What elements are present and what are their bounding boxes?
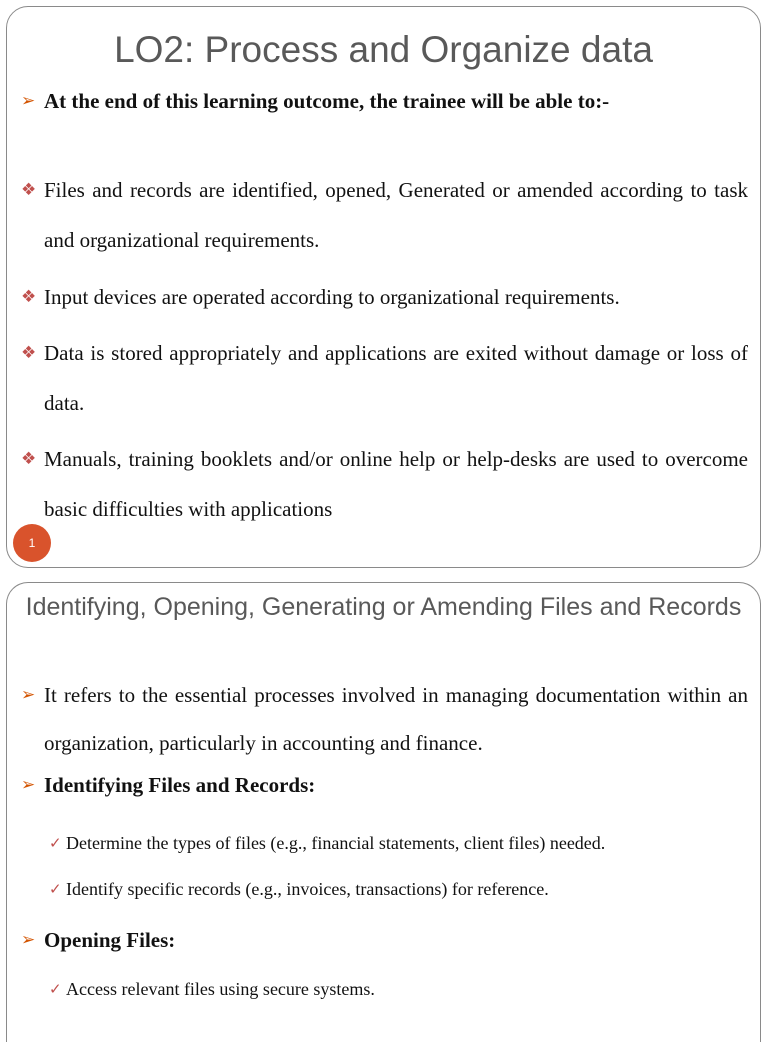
sub-item-text: Determine the types of files (e.g., financial statements, client files) needed. <box>66 833 606 853</box>
section-heading-text: Identifying Files and Records: <box>44 773 316 797</box>
list-item-text: Files and records are identified, opened, Generated or amended according to task and organizational requirements. <box>44 178 748 252</box>
intro-item <box>21 85 748 118</box>
list-item <box>21 272 748 322</box>
sub-item <box>49 874 749 904</box>
list-item-text: Input devices are operated according to organizational requirements. <box>44 285 620 309</box>
slide-title: Identifying, Opening, Generating or Amending Files and Records <box>25 593 742 621</box>
list-item <box>21 328 748 428</box>
sub-item-text: Access relevant files using secure systems. <box>66 979 375 999</box>
list-item-text: Manuals, training booklets and/or online help or help-desks are used to overcome basic difficulties with applications <box>44 447 748 521</box>
section-heading-text: Opening Files: <box>44 928 176 952</box>
sub-item-text: Identify specific records (e.g., invoices, transactions) for reference. <box>66 879 549 899</box>
sub-item <box>49 974 749 1004</box>
page-number-badge: 1 <box>13 524 51 562</box>
slide-2 <box>6 582 761 1042</box>
arrow-bullet-icon: ➢ <box>21 91 36 111</box>
section-heading <box>21 925 748 955</box>
diamond-bullet-icon: ❖ <box>21 343 37 363</box>
slide-1 <box>6 6 761 568</box>
intro-text: At the end of this learning outcome, the trainee will be able to:- <box>44 89 610 113</box>
intro-item <box>21 671 748 767</box>
intro-text: It refers to the essential processes involved in managing documentation within an organization, particularly in accounting and finance. <box>44 683 748 755</box>
sub-item <box>49 828 749 858</box>
arrow-bullet-icon: ➢ <box>21 685 36 705</box>
slide-title: LO2: Process and Organize data <box>114 29 653 70</box>
diamond-bullet-icon: ❖ <box>21 287 37 307</box>
list-item <box>21 165 748 265</box>
arrow-bullet-icon: ➢ <box>21 775 36 795</box>
diamond-bullet-icon: ❖ <box>21 449 37 469</box>
diamond-bullet-icon: ❖ <box>21 180 37 200</box>
arrow-bullet-icon: ➢ <box>21 930 36 950</box>
check-bullet-icon: ✓ <box>49 980 62 998</box>
list-item <box>21 434 748 534</box>
check-bullet-icon: ✓ <box>49 834 62 852</box>
section-heading <box>21 770 748 800</box>
check-bullet-icon: ✓ <box>49 880 62 898</box>
list-item-text: Data is stored appropriately and applications are exited without damage or loss of data. <box>44 341 748 415</box>
